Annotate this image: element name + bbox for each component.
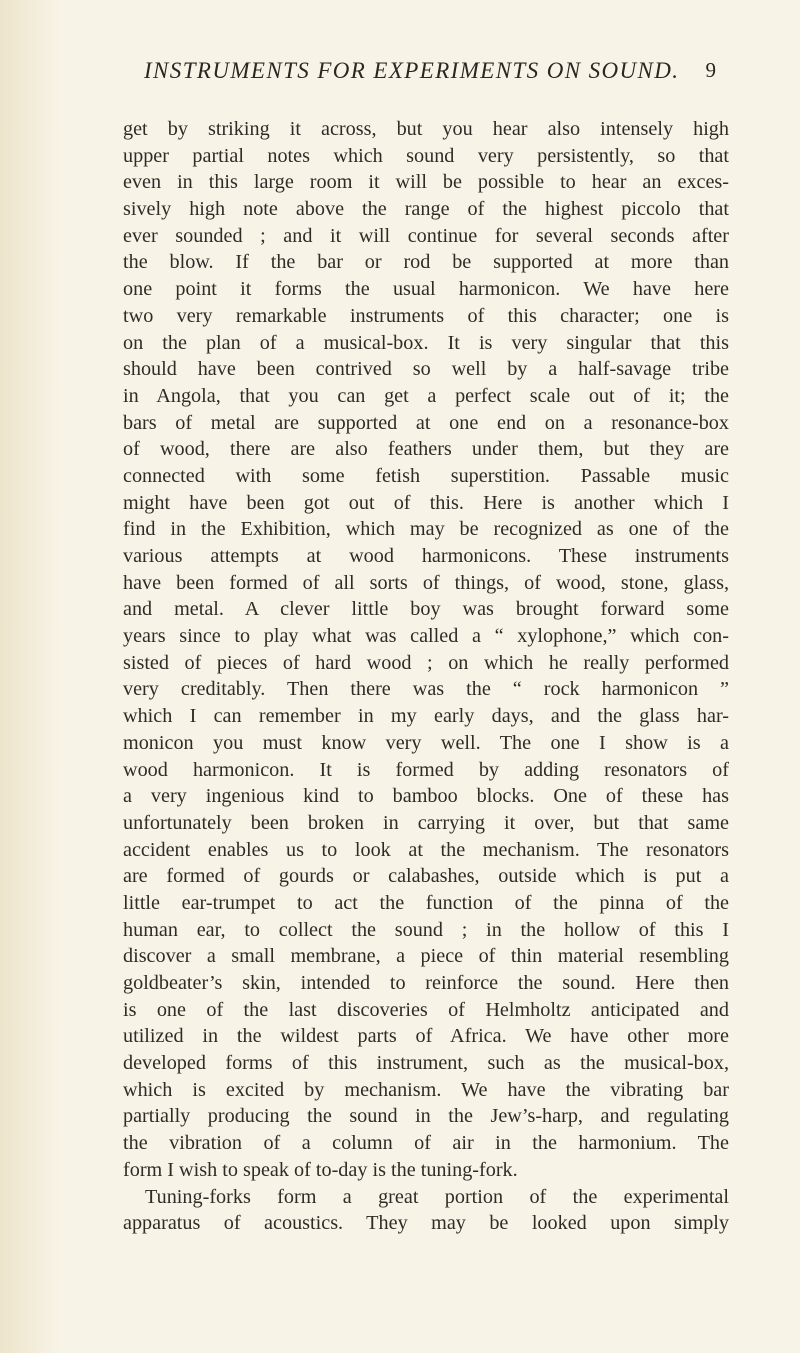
text-line: get by striking it across, but you hear also intensely high	[123, 118, 729, 140]
text-line: even in this large room it will be possible to hear an exces-	[123, 171, 729, 194]
text-line: human ear, to collect the sound ; in the hollow of this I	[123, 918, 729, 941]
running-head: INSTRUMENTS FOR EXPERIMENTS ON SOUND.	[144, 58, 680, 83]
page-number: 9	[705, 58, 716, 82]
text-line: years since to play what was called a “ xylophone,” which con-	[123, 625, 729, 648]
text-line: in Angola, that you can get a perfect scale out of it; the	[123, 384, 729, 407]
text-line: monicon you must know very well. The one I show is a	[123, 731, 729, 754]
text-line: sively high note above the range of the highest piccolo that	[123, 198, 729, 221]
text-line: Tuning-forks form a great portion of the experimental	[145, 1185, 729, 1208]
text-line: developed forms of this instrument, such as the musical-box,	[123, 1052, 729, 1075]
text-line: of wood, there are also feathers under them, but they are	[123, 438, 729, 461]
text-line: should have been contrived so well by a half-savage tribe	[123, 358, 729, 381]
text-line: ever sounded ; and it will continue for several seconds after	[123, 224, 729, 247]
text-line: utilized in the wildest parts of Africa. We have other more	[123, 1025, 729, 1048]
text-line: on the plan of a musical-box. It is very singular that this	[123, 331, 729, 354]
text-line: partially producing the sound in the Jew’s-harp, and regulating	[123, 1105, 729, 1128]
text-line: and metal. A clever little boy was brought forward some	[123, 598, 729, 621]
text-line: a very ingenious kind to bamboo blocks. One of these has	[123, 785, 729, 808]
text-line: two very remarkable instruments of this character; one is	[123, 304, 729, 327]
text-line: goldbeater’s skin, intended to reinforce the sound. Here then	[123, 972, 729, 994]
text-line: wood harmonicon. It is formed by adding resonators of	[123, 758, 729, 781]
text-line: are formed of gourds or calabashes, outside which is put a	[123, 865, 729, 888]
text-line: have been formed of all sorts of things, of wood, stone, glass,	[123, 571, 729, 594]
text-line: which is excited by mechanism. We have the vibrating bar	[123, 1078, 729, 1101]
text-line: the blow. If the bar or rod be supported at more than	[123, 251, 729, 274]
text-line: very creditably. Then there was the “ rock harmonicon ”	[123, 678, 729, 701]
text-line: upper partial notes which sound very persistently, so that	[123, 144, 729, 167]
text-line: apparatus of acoustics. They may be looked upon simply	[123, 1212, 729, 1235]
text-line: unfortunately been broken in carrying it over, but that same	[123, 811, 729, 834]
text-line: bars of metal are supported at one end on a resonance-box	[123, 411, 729, 434]
body-text	[123, 116, 729, 1237]
text-line: form I wish to speak of to-day is the tuning-fork.	[123, 1158, 518, 1181]
text-line: which I can remember in my early days, and the glass har-	[123, 705, 729, 728]
text-line: is one of the last discoveries of Helmholtz anticipated and	[123, 998, 729, 1021]
text-line: sisted of pieces of hard wood ; on which he really performed	[123, 651, 729, 674]
text-line: connected with some fetish superstition. Passable music	[123, 464, 729, 487]
text-line: one point it forms the usual harmonicon. We have here	[123, 278, 729, 301]
page-header	[144, 58, 744, 88]
text-line: discover a small membrane, a piece of thin material resembling	[123, 945, 729, 968]
text-line: little ear-trumpet to act the function of the pinna of the	[123, 891, 729, 914]
text-line: find in the Exhibition, which may be recognized as one of the	[123, 518, 729, 541]
text-line: accident enables us to look at the mechanism. The resonators	[123, 838, 729, 861]
text-line: the vibration of a column of air in the harmonium. The	[123, 1132, 729, 1155]
text-line: various attempts at wood harmonicons. These instruments	[123, 545, 729, 567]
text-line: might have been got out of this. Here is another which I	[123, 491, 729, 514]
